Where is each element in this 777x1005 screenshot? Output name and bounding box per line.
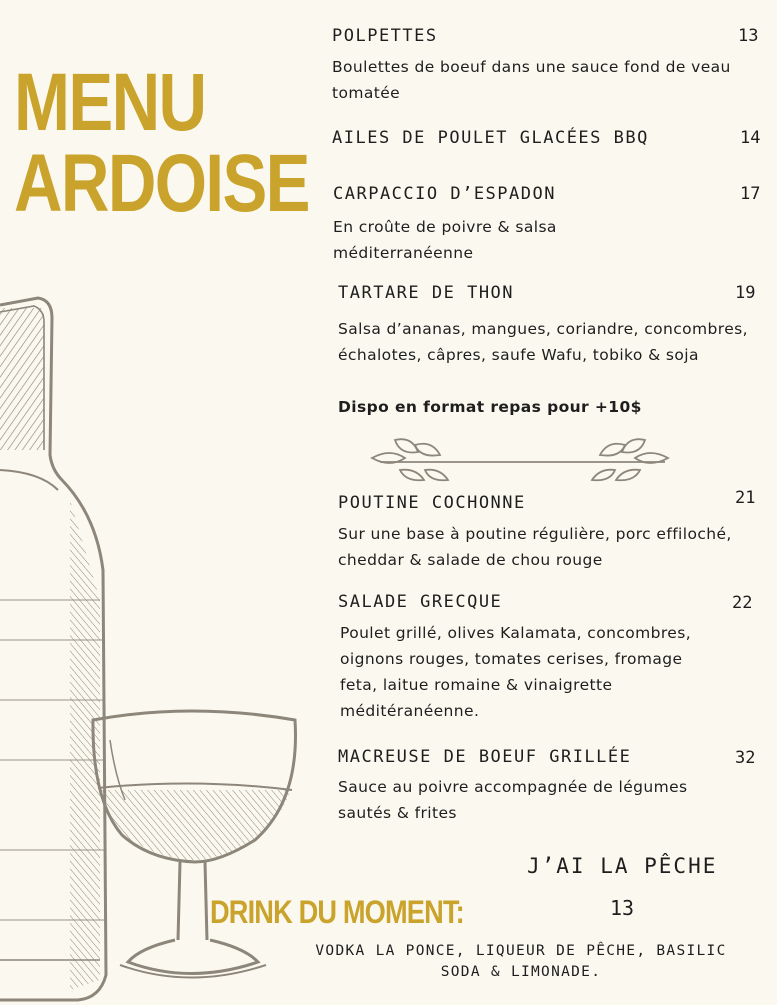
item-price: 19	[735, 283, 756, 303]
item-price: 21	[735, 488, 756, 508]
item-name: MACREUSE DE BOEUF GRILLÉE	[338, 747, 632, 767]
laurel-divider-icon	[372, 439, 668, 480]
item-description: Boulettes de boeuf dans une sauce fond de veau tomatée	[332, 58, 731, 102]
item-name: SALADE GRECQUE	[338, 592, 503, 612]
item-name: CARPACCIO D’ESPADON	[333, 184, 556, 204]
drink-title: DRINK DU MOMENT:	[210, 894, 464, 930]
item-name: AILES DE POULET GLACÉES BBQ	[332, 128, 649, 148]
item-note: Dispo en format repas pour +10$	[338, 398, 642, 416]
item-price: 17	[740, 184, 761, 204]
item-description: Sauce au poivre accompagnée de légumes sautés & frites	[338, 778, 688, 822]
drink-name: J’AI LA PÊCHE	[527, 854, 718, 878]
drink-price: 13	[610, 896, 635, 920]
item-description: Poulet grillé, olives Kalamata, concombres, oignons rouges, tomates cerises, fromage feta, laitue romaine & vinaigrette méditéranéenne.	[340, 624, 692, 720]
item-price: 14	[740, 128, 761, 148]
item-name: POUTINE COCHONNE	[338, 493, 526, 513]
item-name: TARTARE DE THON	[338, 283, 515, 303]
wine-bottle-illustration	[0, 298, 106, 1000]
item-description: Sur une base à poutine régulière, porc effiloché, cheddar & salade de chou rouge	[338, 525, 732, 569]
item-description: Salsa d’ananas, mangues, coriandre, concombres, échalotes, câpres, saufe Wafu, tobiko & soja	[338, 320, 748, 364]
item-name: POLPETTES	[332, 26, 438, 46]
wine-glass-illustration	[93, 711, 296, 978]
item-price: 13	[738, 26, 759, 46]
item-description: En croûte de poivre & salsa méditerranéenne	[333, 218, 557, 262]
menu-title-line2: ARDOISE	[14, 138, 309, 229]
drink-description: VODKA LA PONCE, LIQUEUR DE PÊCHE, BASILIC SODA & LIMONADE.	[315, 943, 727, 980]
item-price: 22	[732, 593, 753, 613]
item-price: 32	[735, 748, 756, 768]
menu-title-line1: MENU	[14, 57, 206, 148]
